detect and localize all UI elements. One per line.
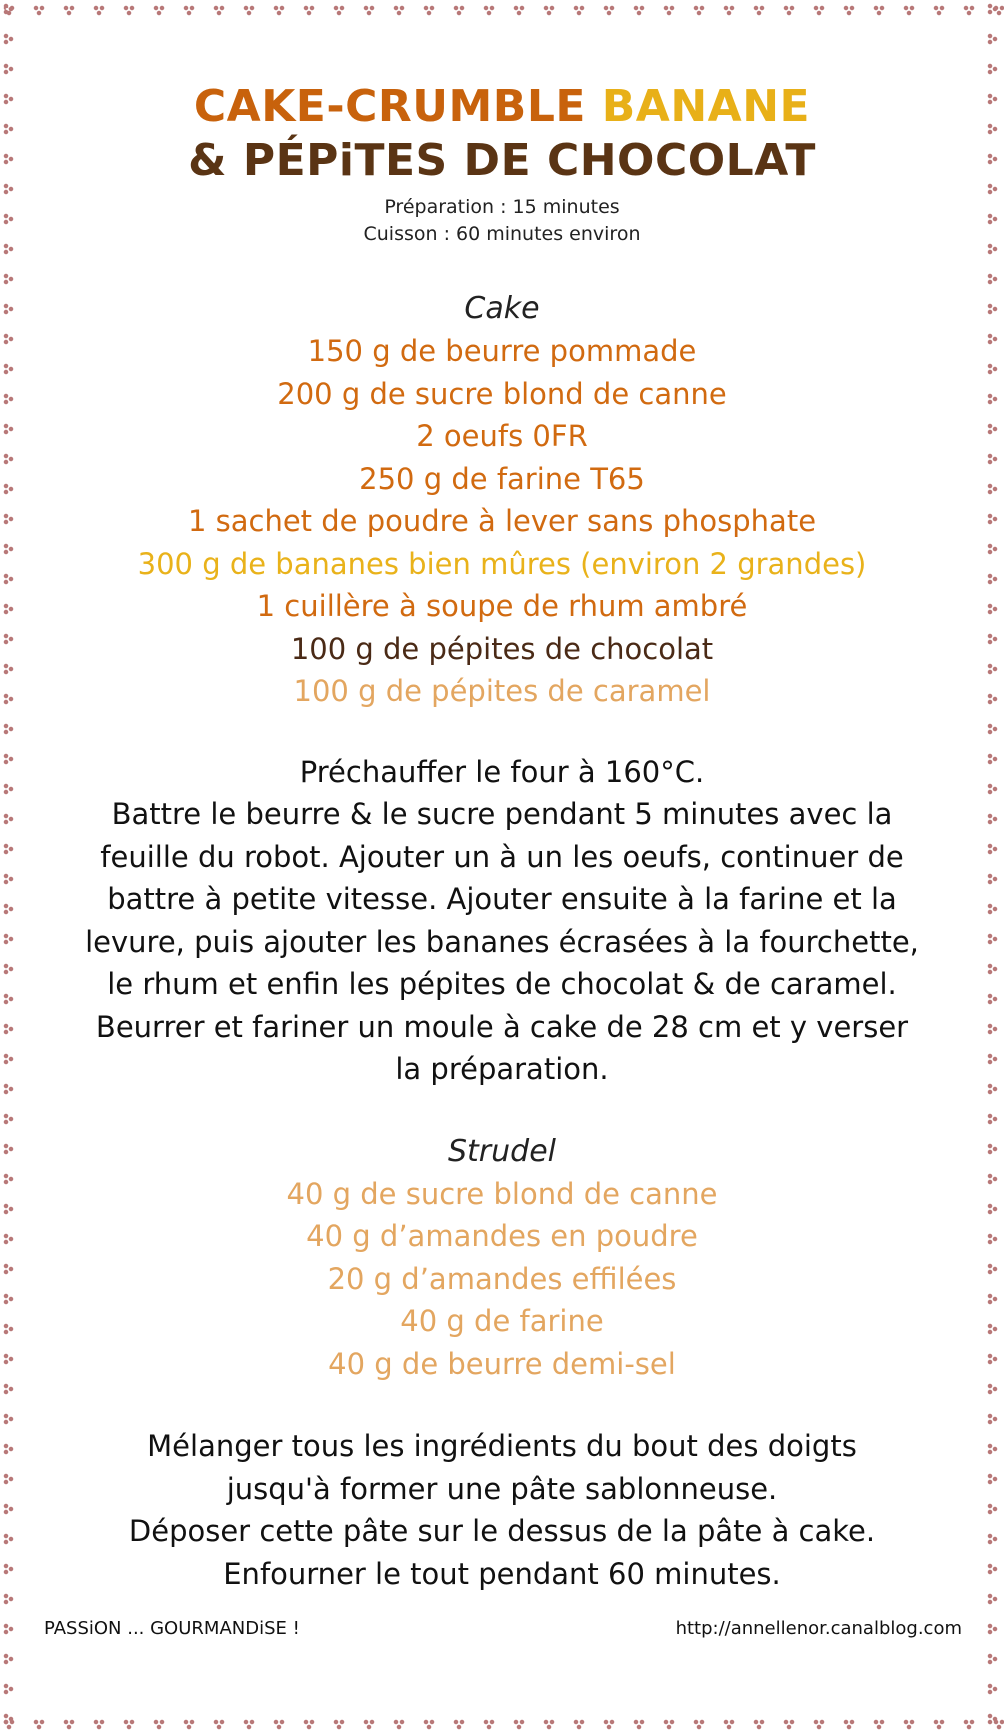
- instruction-line: Déposer cette pâte sur le dessus de la pâte à cake.: [128, 1514, 876, 1548]
- footer-tagline: PASSiON ... GOURMANDiSE !: [44, 1618, 300, 1639]
- footer-blog-url[interactable]: http://annellenor.canalblog.com: [675, 1618, 962, 1639]
- ingredient-item: 20 g d’amandes effilées: [327, 1261, 677, 1296]
- instruction-line: Préchauffer le four à 160°C.: [299, 754, 705, 789]
- ingredient-item: 150 g de beurre pommade: [307, 334, 697, 368]
- decorative-border-right: [986, 0, 1002, 1736]
- cooking-time: Cuisson : 60 minutes environ: [363, 223, 641, 245]
- ingredient-item: 300 g de bananes bien mûres (environ 2 grandes): [137, 546, 867, 581]
- strudel-instructions: [62, 1425, 942, 1595]
- ingredient-item: 2 oeufs 0FR: [416, 419, 588, 453]
- ingredient-item: 40 g de beurre demi-sel: [328, 1346, 676, 1381]
- cake-ingredient-list: [24, 330, 980, 713]
- title-line-pepites: & PÉPiTES DE CHOCOLAT: [188, 135, 816, 186]
- decorative-border-left: [2, 0, 18, 1736]
- ingredient-item: 250 g de farine T65: [359, 461, 645, 496]
- section-heading-strudel: Strudel: [448, 1133, 556, 1169]
- ingredient-item: 40 g de sucre blond de canne: [286, 1176, 718, 1211]
- instruction-line: Enfourner le tout pendant 60 minutes.: [223, 1556, 781, 1591]
- instruction-line: Battre le beurre & le sucre pendant 5 minutes avec la: [111, 797, 893, 831]
- decorative-border-bottom: [0, 1718, 1004, 1734]
- preparation-time: Préparation : 15 minutes: [384, 196, 620, 218]
- strudel-ingredient-list: [24, 1173, 980, 1386]
- instruction-line: la préparation.: [395, 1052, 609, 1086]
- instruction-line: Beurrer et fariner un moule à cake de 28 cm et y verser: [95, 1009, 909, 1044]
- title-part-cake-crumble: CAKE-CRUMBLE: [193, 81, 602, 132]
- ingredient-item: 200 g de sucre blond de canne: [277, 376, 727, 411]
- instruction-line: battre à petite vitesse. Ajouter ensuite à la farine et la: [107, 882, 897, 916]
- ingredient-item: 40 g de farine: [400, 1304, 604, 1338]
- recipe-card: [24, 24, 980, 1712]
- decorative-border-top: [0, 4, 1004, 20]
- instruction-line: feuille du robot. Ajouter un à un les oeufs, continuer de: [100, 839, 904, 874]
- recipe-meta: [24, 194, 980, 248]
- title-part-banane: BANANE: [601, 81, 811, 132]
- section-heading-cake: Cake: [464, 291, 540, 326]
- ingredient-item: 100 g de pépites de caramel: [293, 674, 711, 708]
- ingredient-item: 100 g de pépites de chocolat: [290, 631, 714, 666]
- ingredient-item: 40 g d’amandes en poudre: [306, 1219, 698, 1253]
- ingredient-item: 1 cuillère à soupe de rhum ambré: [256, 589, 748, 623]
- cake-instructions: [62, 751, 942, 1091]
- instruction-line: levure, puis ajouter les bananes écrasées à la fourchette,: [85, 924, 919, 959]
- recipe-title: [24, 80, 980, 188]
- instruction-line: le rhum et enfin les pépites de chocolat & de caramel.: [107, 967, 897, 1001]
- instruction-line: jusqu'à former une pâte sablonneuse.: [226, 1471, 778, 1506]
- ingredient-item: 1 sachet de poudre à lever sans phosphate: [187, 504, 817, 538]
- instruction-line: Mélanger tous les ingrédients du bout des doigts: [147, 1429, 857, 1463]
